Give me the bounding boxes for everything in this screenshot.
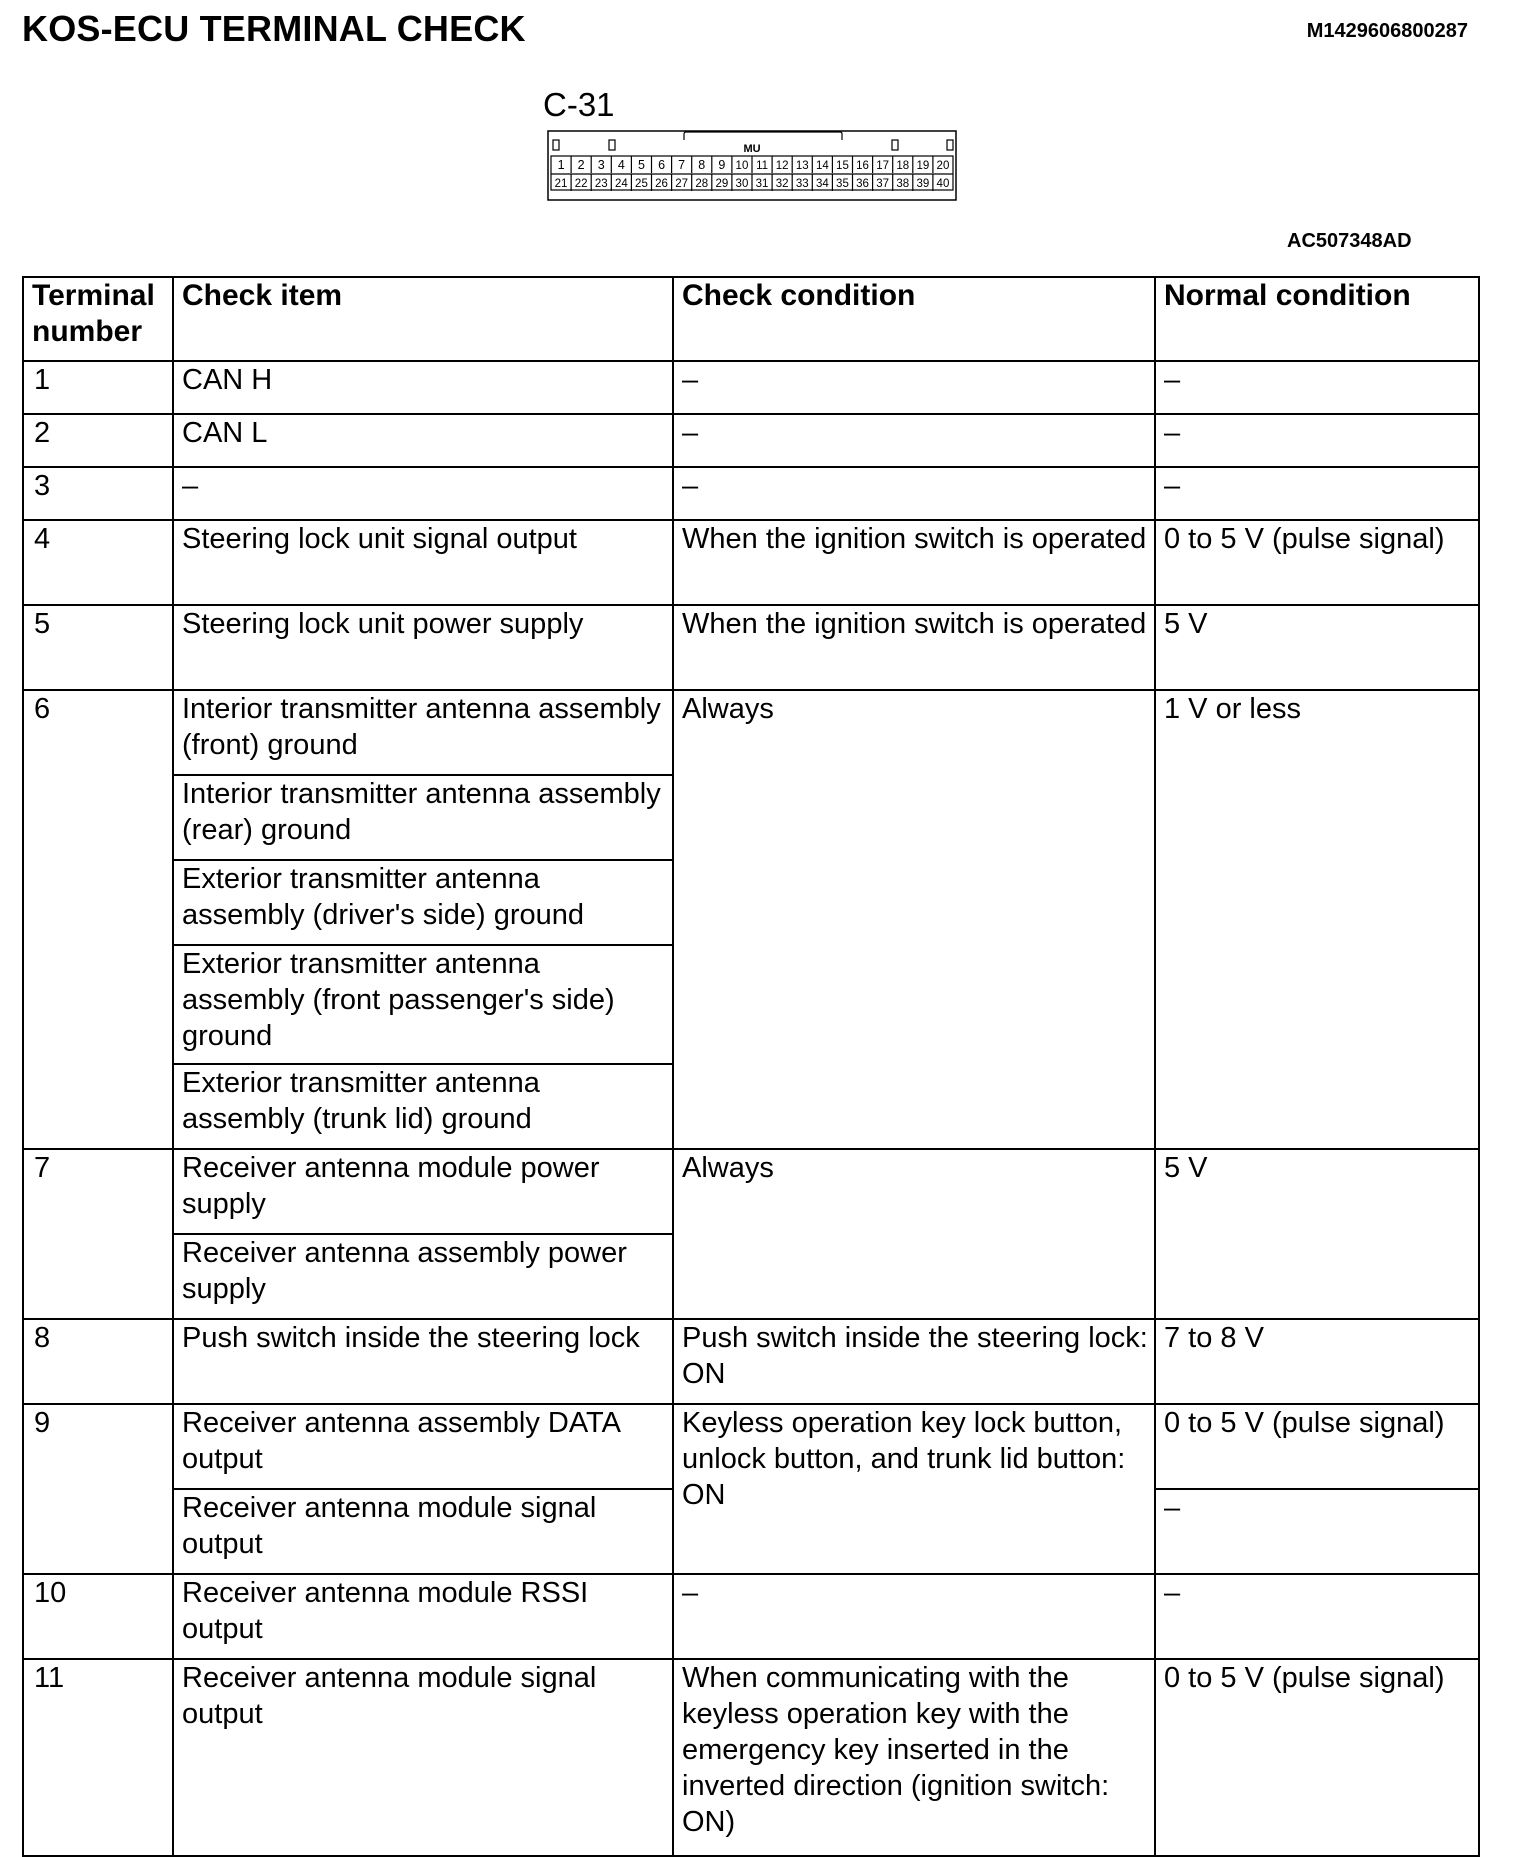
pin-number: 31 <box>755 178 769 190</box>
check-item: CAN H <box>173 361 673 414</box>
pin-number: 9 <box>718 158 726 172</box>
terminal-number: 7 <box>23 1149 173 1319</box>
check-condition: When the ignition switch is operated <box>673 605 1155 690</box>
check-item: CAN L <box>173 414 673 467</box>
pin-number: 25 <box>635 178 648 190</box>
pin-number: 29 <box>715 178 729 190</box>
connector-key <box>609 140 615 150</box>
pin-number: 3 <box>597 158 605 172</box>
document-id: M1429606800287 <box>1306 20 1468 42</box>
connector-key <box>892 140 898 150</box>
terminal-number: 5 <box>23 605 173 690</box>
pin-number: 32 <box>775 178 789 190</box>
pin-number: 2 <box>577 158 585 172</box>
header-check-item: Check item <box>173 277 673 361</box>
pin-number: 38 <box>896 178 910 190</box>
normal-condition: 1 V or less <box>1155 690 1479 1149</box>
table-row <box>23 690 1479 775</box>
pin-number: 8 <box>698 158 706 172</box>
table-row <box>23 467 1479 520</box>
check-item: Interior transmitter antenna assembly (rear) ground <box>173 775 673 860</box>
pin-number: 10 <box>735 160 749 172</box>
terminal-number: 4 <box>23 520 173 605</box>
check-item: Receiver antenna module power supply <box>173 1149 673 1234</box>
table-row <box>23 1149 1479 1234</box>
pin-number: 15 <box>836 160 849 172</box>
connector-key <box>553 140 559 150</box>
pin-number: 37 <box>876 178 890 190</box>
check-condition: Push switch inside the steering lock: ON <box>673 1319 1155 1404</box>
check-item: Interior transmitter antenna assembly (front) ground <box>173 690 673 775</box>
connector-label: MU <box>743 143 761 155</box>
check-condition: When communicating with the keyless operation key with the emergency key inserted in the inverted direction (ignition switch: ON) <box>673 1659 1155 1856</box>
pin-number: 36 <box>856 178 869 190</box>
check-condition: Always <box>673 690 1155 1149</box>
normal-condition: – <box>1155 467 1479 520</box>
normal-condition: 5 V <box>1155 1149 1479 1319</box>
check-item: Exterior transmitter antenna assembly (driver's side) ground <box>173 860 673 945</box>
pin-number: 34 <box>815 178 829 190</box>
normal-condition: – <box>1155 1574 1479 1659</box>
pin-number: 6 <box>658 158 666 172</box>
pin-number: 16 <box>856 160 869 172</box>
header-normal-condition: Normal condition <box>1155 277 1479 361</box>
page-title: KOS-ECU TERMINAL CHECK <box>22 8 526 49</box>
connector-key <box>947 140 953 150</box>
check-item: Receiver antenna assembly DATA output <box>173 1404 673 1489</box>
pin-number: 5 <box>637 158 645 172</box>
check-item: Push switch inside the steering lock <box>173 1319 673 1404</box>
pin-number: 4 <box>617 158 625 172</box>
terminal-number: 9 <box>23 1404 173 1574</box>
check-item: – <box>173 467 673 520</box>
normal-condition: 5 V <box>1155 605 1479 690</box>
terminal-check-table <box>22 276 1480 1857</box>
pin-number: 28 <box>695 178 709 190</box>
pin-number: 17 <box>876 160 890 172</box>
pin-number: 14 <box>815 160 829 172</box>
pin-number: 27 <box>675 178 689 190</box>
figure-id: AC507348AD <box>1287 230 1412 252</box>
check-condition: Keyless operation key lock button, unlock button, and trunk lid button: ON <box>673 1404 1155 1574</box>
terminal-number: 8 <box>23 1319 173 1404</box>
normal-condition: 7 to 8 V <box>1155 1319 1479 1404</box>
pin-number: 18 <box>896 160 910 172</box>
normal-condition: – <box>1155 1489 1479 1574</box>
pin-number: 26 <box>655 178 668 190</box>
check-item: Receiver antenna assembly power supply <box>173 1234 673 1319</box>
terminal-number: 6 <box>23 690 173 1149</box>
normal-condition: 0 to 5 V (pulse signal) <box>1155 1404 1479 1489</box>
pin-number: 23 <box>594 178 608 190</box>
normal-condition: 0 to 5 V (pulse signal) <box>1155 1659 1479 1856</box>
pin-number: 13 <box>795 160 809 172</box>
table-row <box>23 361 1479 414</box>
check-item: Receiver antenna module RSSI output <box>173 1574 673 1659</box>
pin-number: 35 <box>836 178 849 190</box>
check-condition: Always <box>673 1149 1155 1319</box>
connector-latch <box>684 132 842 140</box>
pin-number: 20 <box>936 160 950 172</box>
terminal-number: 10 <box>23 1574 173 1659</box>
check-condition: – <box>673 414 1155 467</box>
table-row <box>23 520 1479 605</box>
pin-number: 12 <box>775 160 789 172</box>
check-item: Steering lock unit power supply <box>173 605 673 690</box>
pin-number: 33 <box>795 178 809 190</box>
check-item: Receiver antenna module signal output <box>173 1489 673 1574</box>
normal-condition: 0 to 5 V (pulse signal) <box>1155 520 1479 605</box>
table-row <box>23 414 1479 467</box>
table-row <box>23 1659 1479 1856</box>
table-row <box>23 1574 1479 1659</box>
check-item: Exterior transmitter antenna assembly (trunk lid) ground <box>173 1064 673 1149</box>
pin-number: 30 <box>735 178 749 190</box>
table-row <box>23 1404 1479 1489</box>
pin-number: 39 <box>916 178 930 190</box>
pin-number: 19 <box>916 160 930 172</box>
check-condition: – <box>673 467 1155 520</box>
connector-diagram <box>547 130 957 201</box>
check-condition: – <box>673 1574 1155 1659</box>
pin-number: 24 <box>614 178 628 190</box>
normal-condition: – <box>1155 361 1479 414</box>
table-row <box>23 605 1479 690</box>
pin-number: 21 <box>554 178 568 190</box>
check-item: Steering lock unit signal output <box>173 520 673 605</box>
pin-number: 11 <box>756 160 769 172</box>
check-item: Receiver antenna module signal output <box>173 1659 673 1856</box>
normal-condition: – <box>1155 414 1479 467</box>
table-row <box>23 1319 1479 1404</box>
terminal-number: 3 <box>23 467 173 520</box>
check-condition: When the ignition switch is operated <box>673 520 1155 605</box>
terminal-number: 11 <box>23 1659 173 1856</box>
check-item: Exterior transmitter antenna assembly (front passenger's side) ground <box>173 945 673 1064</box>
header-terminal-number: Terminal number <box>23 277 173 361</box>
header-check-condition: Check condition <box>673 277 1155 361</box>
connector-name: C-31 <box>543 86 615 123</box>
pin-number: 7 <box>678 158 686 172</box>
pin-number: 22 <box>574 178 588 190</box>
pin-number: 40 <box>936 178 950 190</box>
check-condition: – <box>673 361 1155 414</box>
terminal-number: 2 <box>23 414 173 467</box>
pin-number: 1 <box>557 158 565 172</box>
terminal-number: 1 <box>23 361 173 414</box>
